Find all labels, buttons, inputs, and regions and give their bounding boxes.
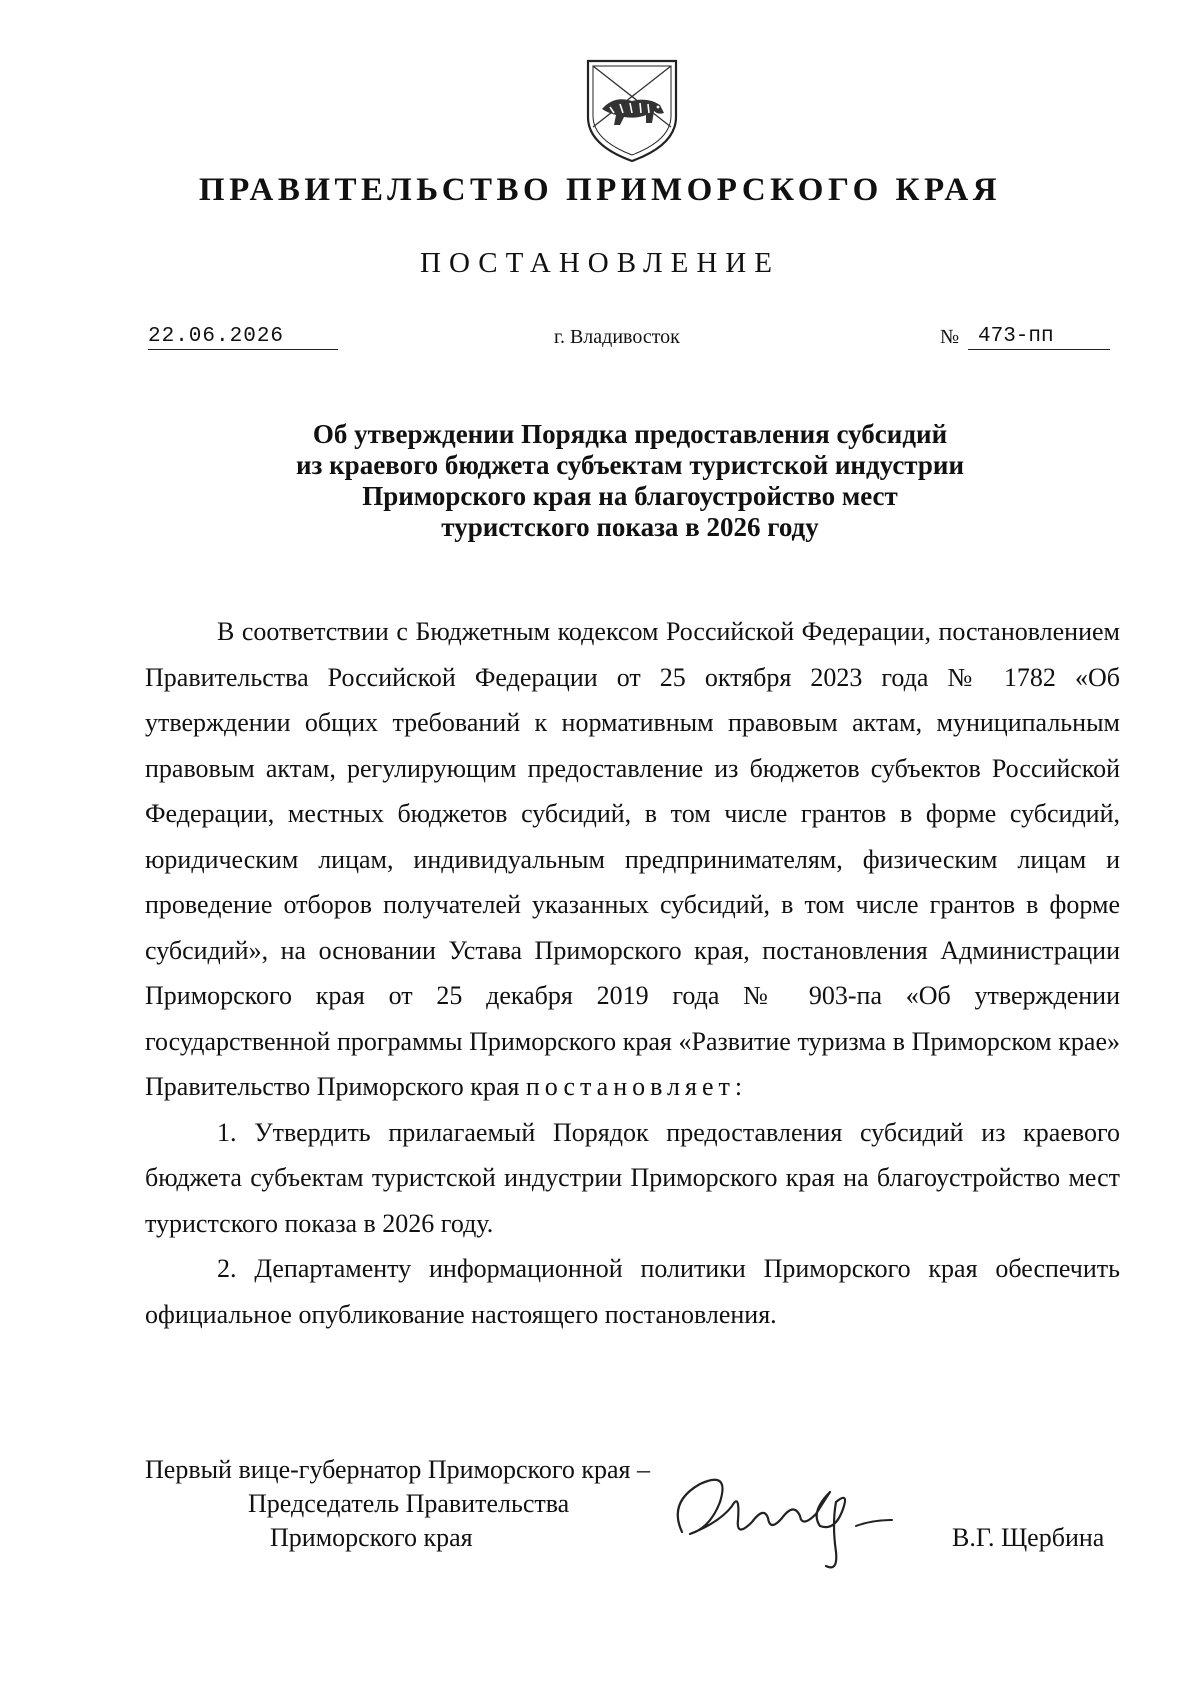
document-date: 22.06.2026 — [148, 325, 338, 350]
subject-line: Об утверждении Порядка предоставления субсидий — [312, 419, 948, 449]
resolves-word: постановляет: — [525, 1072, 748, 1101]
preamble-text: В соответствии с Бюджетным кодексом Российской Федерации, постановлением Правительства Российской Федерации от 25 октября 2023 года № 1782 «Об утверждении общих требований к нормативным правовым актам, муниципальным правовым актам, регулирующим предоставление из бюджетов субъектов Российской Федерации, местных бюджетов субсидий, в том числе грантов в форме субсидий, юридическим лицам, индивидуальным предпринимателям, физическим лицам и проведение отборов получателей указанных субсидий, в том числе грантов в форме субсидий», на основании Устава Приморского края, постановления Администрации Приморского края от 25 декабря 2019 года № 903-па «Об утверждении государственной программы Приморского края «Развитие туризма в Приморском крае» Правительство Приморского края — [145, 617, 1120, 1101]
preamble-paragraph — [145, 609, 1120, 1110]
document-subject — [150, 419, 1110, 543]
number-sign: № — [940, 326, 960, 348]
subject-line: туристского показа в 2026 году — [441, 512, 819, 542]
subject-line: из краевого бюджета субъектам туристской индустрии — [295, 450, 965, 480]
document-city: г. Владивосток — [554, 326, 680, 348]
signatory-position-line1: Первый вице-губернатор Приморского края – — [145, 1455, 650, 1484]
item-1-paragraph: 1. Утвердить прилагаемый Порядок предоставления субсидий из краевого бюджета субъектам туристской индустрии Приморского края на благоустройство мест туристского показа в 2026 году. — [145, 1117, 1120, 1238]
signatory-position-line3: Приморского края — [270, 1523, 473, 1552]
coat-of-arms-icon — [580, 57, 684, 165]
handwritten-signature-icon — [660, 1462, 930, 1582]
organization-title: ПРАВИТЕЛЬСТВО ПРИМОРСКОГО КРАЯ — [198, 172, 1002, 208]
item-2-paragraph: 2. Департаменту информационной политики Приморского края обеспечить официальное опубликование настоящего постановления. — [145, 1254, 1120, 1329]
document-number: 473-пп — [968, 325, 1110, 350]
subject-line: Приморского края на благоустройство мест — [362, 481, 898, 511]
document-type: ПОСТАНОВЛЕНИЕ — [420, 247, 780, 279]
document-body — [145, 609, 1120, 1337]
signatory-name: В.Г. Щербина — [952, 1523, 1105, 1552]
signatory-position-line2: Председатель Правительства — [248, 1489, 570, 1518]
